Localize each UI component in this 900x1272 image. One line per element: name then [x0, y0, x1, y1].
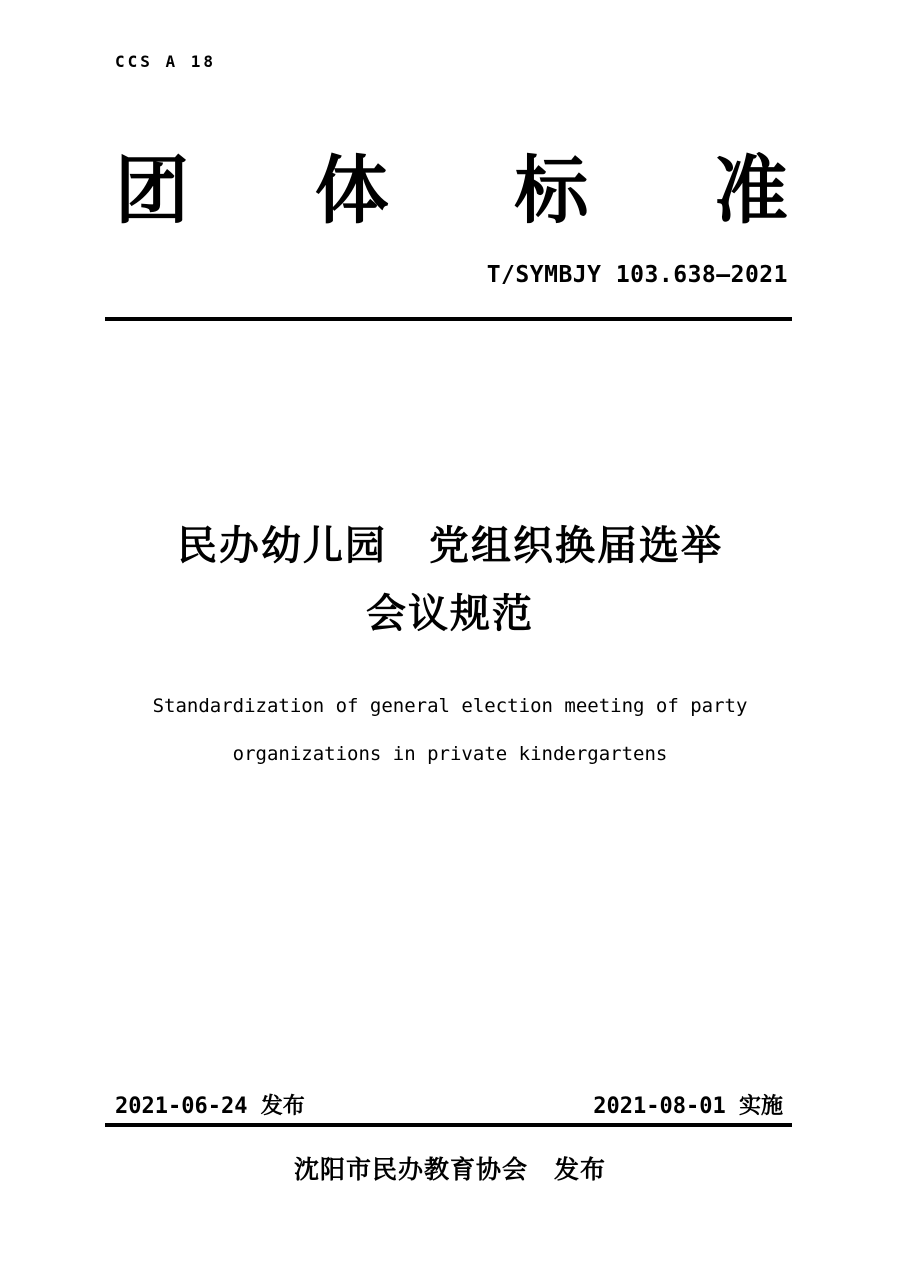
classification-code: CCS A 18 [115, 52, 217, 71]
banner-title-char: 标 [514, 149, 589, 232]
issue-date: 2021-06-24 发布 [115, 1094, 305, 1119]
header-divider [105, 317, 792, 321]
banner-title-char: 体 [314, 149, 389, 232]
publisher-line: 沈阳市民办教育协会 发布 [293, 1156, 606, 1184]
banner-title [115, 149, 788, 232]
document-title-english [0, 682, 900, 778]
document-title-english-line1: Standardization of general election meeting of party [152, 695, 748, 717]
document-title [0, 512, 900, 648]
standard-number: T/SYMBJY 103.638—2021 [486, 262, 788, 288]
document-title-line2: 会议规范 [366, 592, 534, 636]
document-title-line1: 民办幼儿园 党组织换届选举 [177, 524, 723, 568]
footer-dates [115, 1094, 783, 1120]
footer-divider [105, 1123, 792, 1127]
banner-title-char: 准 [713, 149, 788, 232]
banner-title-char: 团 [115, 149, 189, 232]
document-title-english-line2: organizations in private kindergartens [232, 743, 668, 765]
implementation-date: 2021-08-01 实施 [593, 1094, 783, 1119]
